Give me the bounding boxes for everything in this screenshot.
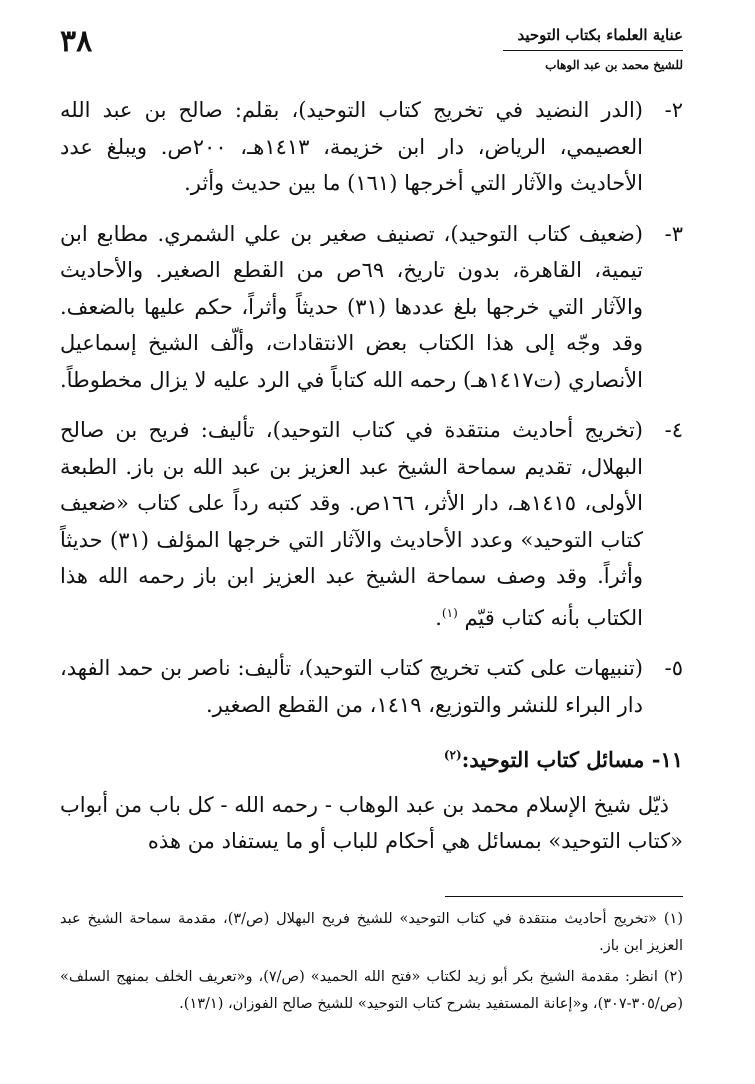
section-paragraph: ذيّل شيخ الإسلام محمد بن عبد الوهاب - رحمه الله - كل باب من أبواب «كتاب التوحيد» بمسائل هي أحكام للباب أو ما يستفاد من هذه <box>60 792 683 853</box>
running-title: عناية العلماء بكتاب التوحيد <box>517 26 683 44</box>
header-rule <box>503 50 683 51</box>
item-number: ٥- <box>664 656 683 680</box>
footnote-ref-1[interactable]: (١) <box>441 605 458 620</box>
item-text: (تخريج أحاديث منتقدة في كتاب التوحيد)، تأليف: فريح بن صالح البهلال، تقديم سماحة الشيخ عبد العزيز بن عبد الله بن باز. الطبعة الأولى، ١٤١٥هـ، دار الأثر، ١٦٦ص. وقد كتبه رداً على كتاب «ضعيف كتاب التوحيد» وعدد الأحاديث والآثار التي خرجها المؤلف (٣١) حديثاً وأثراً. وقد وصف سماحة الشيخ عبد العزيز ابن باز رحمه الله هذا الكتاب بأنه كتاب قيّم <box>60 418 644 630</box>
main-text <box>60 92 683 860</box>
footnote-separator <box>445 896 683 897</box>
footnote-1: (١) «تخريج أحاديث منتقدة في كتاب التوحيد» للشيخ فريح البهلال (ص/٣)، مقدمة سماحة الشيخ عبد العزيز ابن باز. <box>60 911 683 954</box>
item-text: (الدر النضيد في تخريج كتاب التوحيد)، بقلم: صالح بن عبد الله العصيمي، الرياض، دار ابن خزيمة، ١٤١٣هـ، ٢٠٠ص. ويبلغ عدد الأحاديث والآثار التي أخرجها (١٦١) ما بين حديث وأثر. <box>60 98 643 195</box>
item-text: (تنبيهات على كتب تخريج كتاب التوحيد)، تأليف: ناصر بن حمد الفهد، دار البراء للنشر والتوزيع، ١٤١٩، من القطع الصغير. <box>60 656 643 717</box>
page-header <box>60 20 683 80</box>
footnote-ref-2[interactable]: (٢) <box>443 748 462 762</box>
section-heading-text: ١١- مسائل كتاب التوحيد: <box>461 747 683 772</box>
item-number: ٣- <box>664 221 683 246</box>
section-heading <box>60 737 683 779</box>
list-item-4 <box>60 412 683 636</box>
footnotes <box>60 906 683 1022</box>
item-text: (ضعيف كتاب التوحيد)، تصنيف صغير بن علي الشمري. مطابع ابن تيمية، القاهرة، بدون تاريخ، ٦٩ص من القطع الصغير. والأحاديث والآثار التي خرجها بلغ عددها (٣١) حديثاً وأثراً، حكم عليها بالضعف. وقد وجّه إلى هذا الكتاب بعض الانتقادات، وألّف الشيخ إسماعيل الأنصاري (ت١٤١٧هـ) رحمه الله كتاباً في الرد عليه لا يزال مخطوطاً. <box>59 221 643 392</box>
list-item-2 <box>60 92 683 202</box>
running-subtitle: للشيخ محمد بن عبد الوهاب <box>545 58 683 72</box>
item-number: ٢- <box>664 98 683 122</box>
footnote-2: (٢) انظر: مقدمة الشيخ بكر أبو زيد لكتاب «فتح الله الحميد» (ص/٧)، و«تعريف الخلف بمنهج السلف» (ص/٣٠٥-٣٠٧)، و«إعانة المستفيد بشرح كتاب التوحيد» للشيخ صالح الفوزان، (١٣/١). <box>60 969 683 1012</box>
item-tail: . <box>435 605 442 630</box>
list-item-5 <box>60 650 683 723</box>
item-number: ٤- <box>664 418 683 442</box>
list-item-3 <box>60 216 683 399</box>
page-number: ٣٨ <box>60 24 93 59</box>
